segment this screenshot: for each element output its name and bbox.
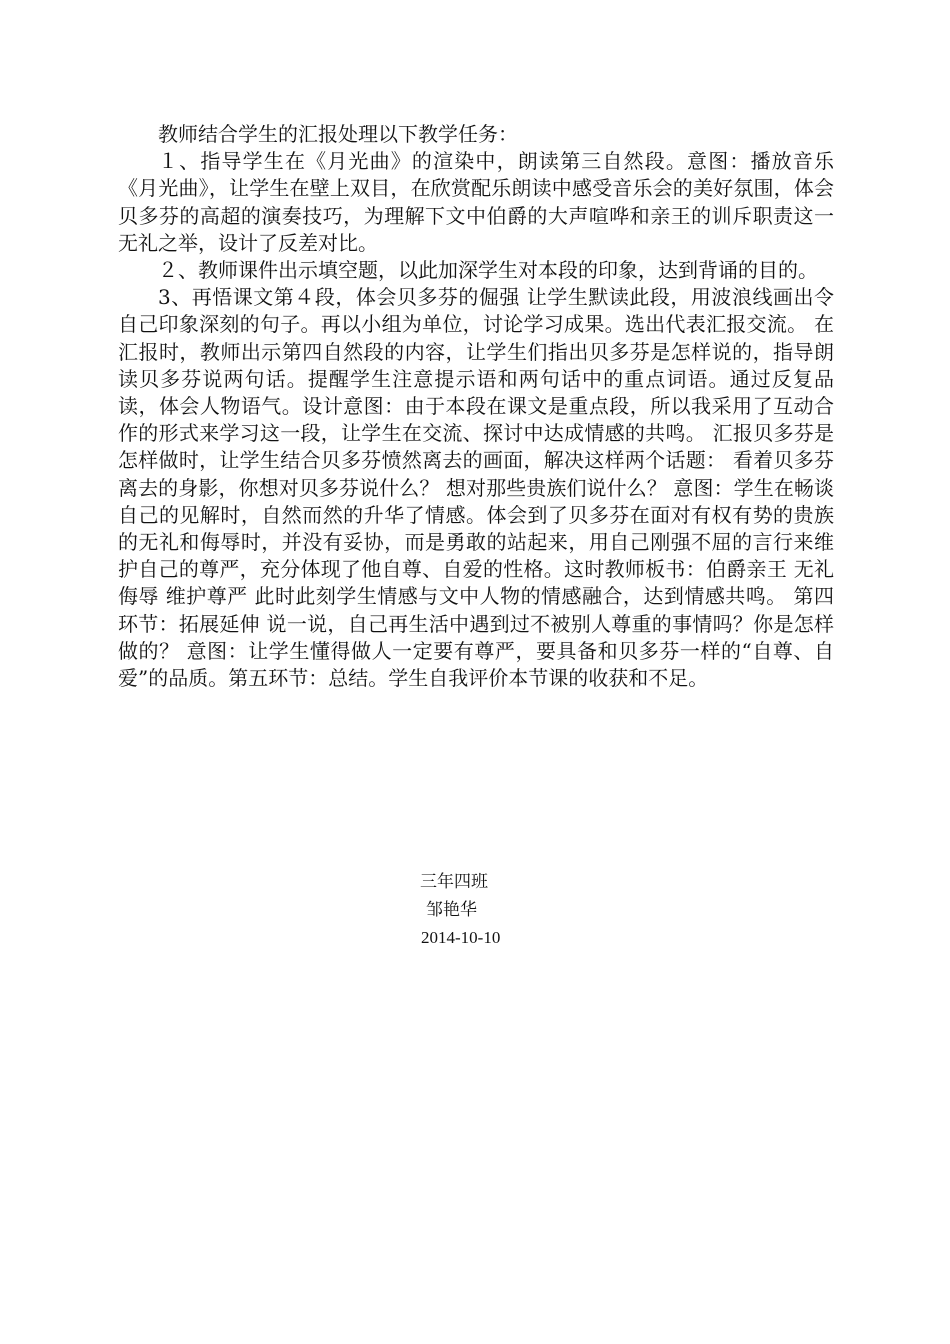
paragraph-task-1: １、指导学生在《月光曲》的渲染中，朗读第三自然段。意图：播放音乐《月光曲》，让学生在壁上双目，在欣赏配乐朗读中感受音乐会的美好氛围，体会贝多芬的高超的演奏技巧，为理解下文中伯爵的大声喧哗和亲王的训斥职责这一无礼之举，设计了反差对比。 xyxy=(118,149,834,255)
paragraph-intro: 教师结合学生的汇报处理以下教学任务： xyxy=(158,122,518,146)
signature-author: 邹艳华 xyxy=(426,900,477,919)
document-body xyxy=(118,121,834,692)
paragraph-task-3: 3、再悟课文第４段，体会贝多芬的倔强 让学生默读此段，用波浪线画出令自己印象深刻的句子。再以小组为单位，讨论学习成果。选出代表汇报交流。 在汇报时，教师出示第四自然段的内容，让学生们指出贝多芬是怎样说的，指导朗读贝多芬说两句话。提醒学生注意提示语和两句话中的重点词语。通过反复品读，体会人物语气。设计意图：由于本段在课文是重点段，所以我采用了互动合作的形式来学习这一段，让学生在交流、探讨中达成情感的共鸣。 汇报贝多芬是怎样做时，让学生结合贝多芬愤然离去的画面，解决这样两个话题： 看着贝多芬离去的身影，你想对贝多芬说什么？ 想对那些贵族们说什么？ 意图：学生在畅谈自己的见解时，自然而然的升华了情感。体会到了贝多芬在面对有权有势的贵族的无礼和侮辱时，并没有妥协，而是勇敢的站起来，用自己刚强不屈的言行来维护自己的尊严，充分体现了他自尊、自爱的性格。这时教师板书：伯爵亲王 无礼侮辱 维护尊严 此时此刻学生情感与文中人物的情感融合，达到情感共鸣。 第四环节：拓展延伸 说一说，自己再生活中遇到过不被别人尊重的事情吗？你是怎样做的？ 意图：让学生懂得做人一定要有尊严，要具备和贝多芬一样的“自尊、自爱”的品质。第五环节：总结。学生自我评价本节课的收获和不足。 xyxy=(118,285,834,691)
signature-block xyxy=(0,868,950,952)
paragraph-task-2: ２、教师课件出示填空题，以此加深学生对本段的印象，达到背诵的目的。 xyxy=(158,258,818,283)
signature-class: 三年四班 xyxy=(420,872,488,891)
signature-date: 2014-10-10 xyxy=(421,928,501,947)
